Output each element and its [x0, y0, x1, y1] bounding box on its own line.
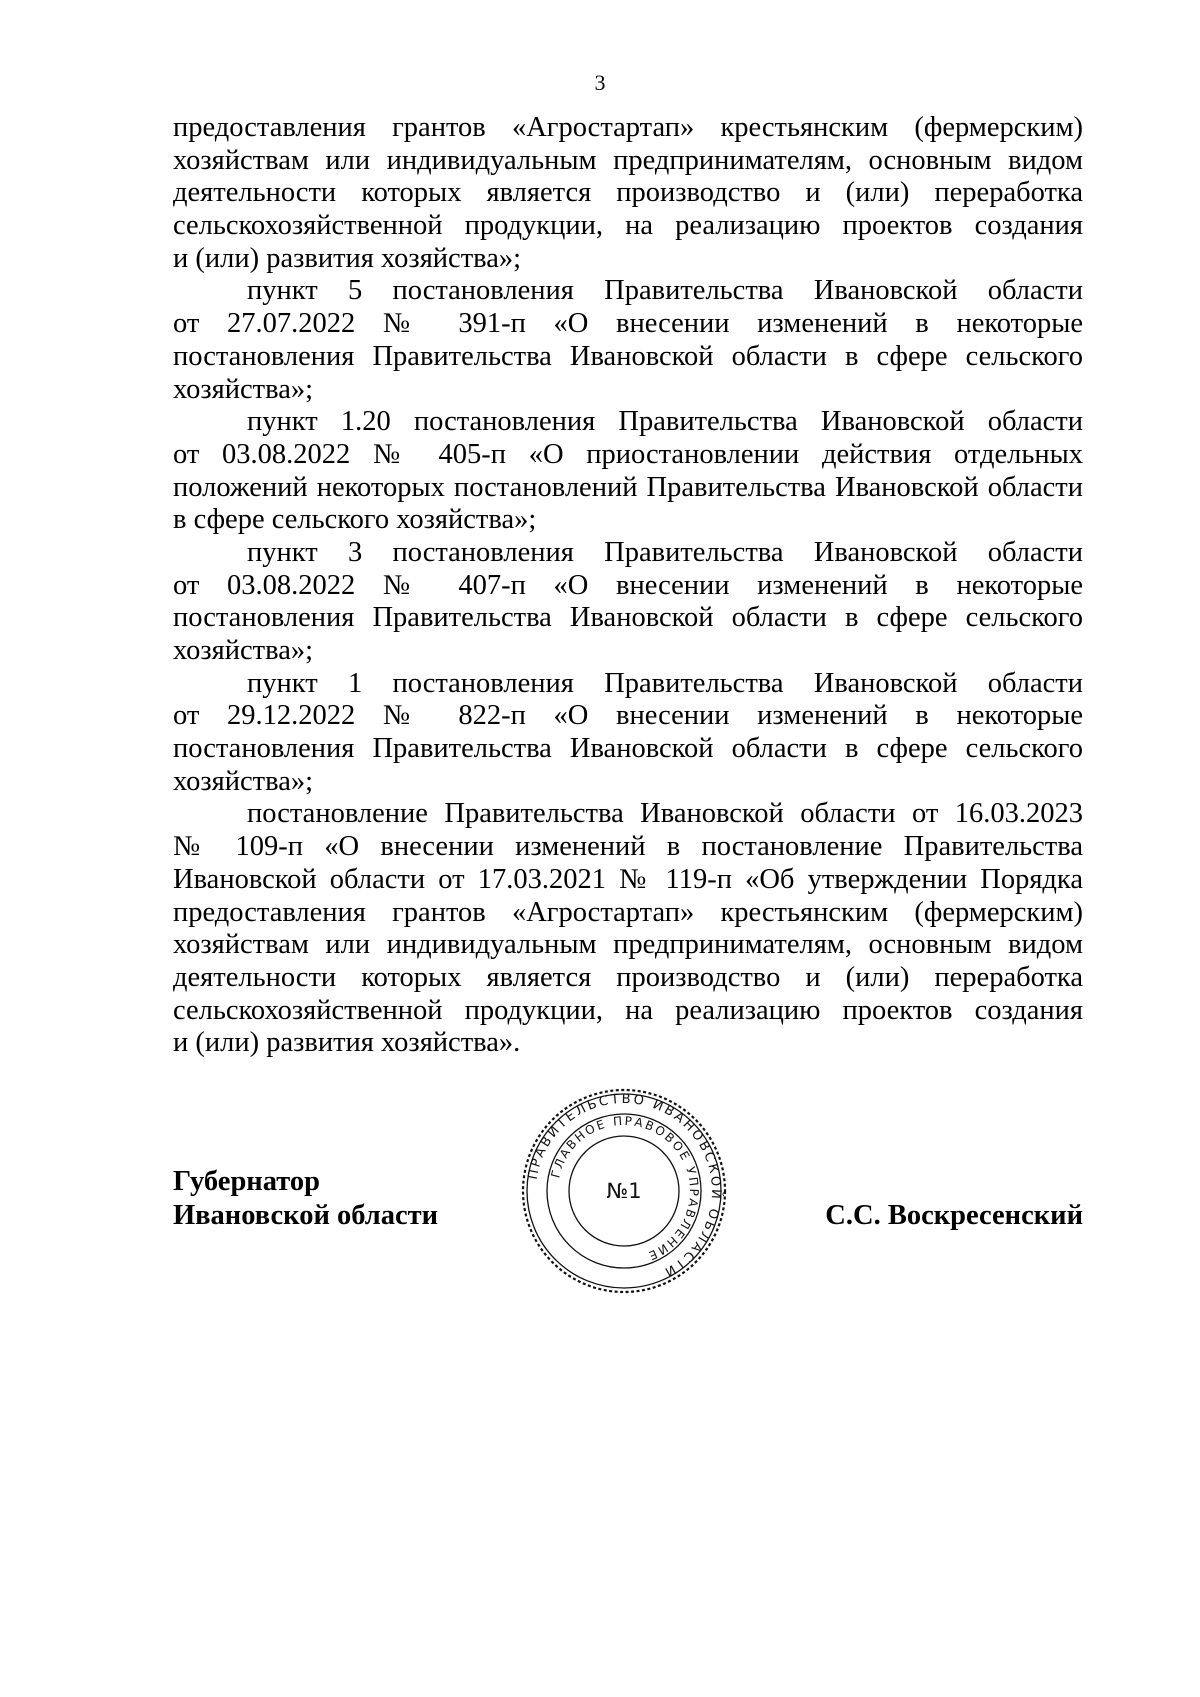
paragraph-line: постановления Правительства Ивановской области в сфере сельского [173, 340, 1083, 372]
signatory-position-line-2: Ивановской области [173, 1200, 439, 1231]
paragraph [173, 406, 1083, 537]
paragraph [173, 668, 1083, 799]
paragraph [173, 798, 1083, 1060]
paragraph-line: предоставления грантов «Агростартап» крестьянским (фермерским) [173, 896, 1083, 928]
paragraph-line: пункт 1 постановления Правительства Ивановской области [247, 667, 1083, 699]
paragraph-line: от 29.12.2022 № 822-п «О внесении изменений в некоторые [173, 700, 1083, 732]
paragraph-line: положений некоторых постановлений Правительства Ивановской области [173, 471, 1083, 503]
paragraph-line: хозяйства»; [173, 373, 314, 405]
seal-inner-text: ГЛАВНОЕ ПРАВОВОЕ УПРАВЛЕНИЕ [548, 1113, 702, 1264]
paragraph-line: от 03.08.2022 № 405-п «О приостановлении действия отдельных [173, 438, 1083, 470]
paragraph-line: пункт 3 постановления Правительства Ивановской области [247, 536, 1083, 568]
paragraph-line: от 03.08.2022 № 407-п «О внесении изменений в некоторые [173, 569, 1083, 601]
paragraph-line: Ивановской области от 17.03.2021 № 119-п «Об утверждении Порядка [173, 863, 1083, 895]
paragraph [173, 275, 1083, 406]
document-body [173, 112, 1083, 1060]
paragraph-line: деятельности которых является производство и (или) переработка [173, 177, 1083, 209]
paragraph-line: пункт 5 постановления Правительства Ивановской области [247, 275, 1083, 307]
paragraph-line: предоставления грантов «Агростартап» крестьянским (фермерским) [173, 112, 1083, 143]
paragraph-line: хозяйствам или индивидуальным предпринимателям, основным видом [173, 929, 1083, 961]
paragraph-line: пункт 1.20 постановления Правительства Ивановской области [247, 406, 1083, 438]
signatory-name: С.С. Воскресенский [825, 1200, 1083, 1231]
paragraph-line: хозяйствам или индивидуальным предпринимателям, основным видом [173, 144, 1083, 176]
official-seal [520, 1087, 728, 1295]
paragraph-line: хозяйства»; [173, 635, 314, 666]
paragraph-line: и (или) развития хозяйства». [173, 1027, 521, 1059]
paragraph-line: № 109-п «О внесении изменений в постановление Правительства [173, 831, 1083, 863]
paragraph [173, 112, 1083, 275]
paragraph-line: в сфере сельского хозяйства»; [173, 504, 537, 536]
paragraph-line: постановления Правительства Ивановской области в сфере сельского [173, 733, 1083, 765]
paragraph-line: сельскохозяйственной продукции, на реализацию проектов создания [173, 994, 1083, 1026]
seal-center-text: №1 [606, 1179, 642, 1203]
signatory-position-line-1: Губернатор [173, 1166, 320, 1197]
signatory-position [173, 1165, 438, 1233]
page-number: 3 [594, 70, 606, 95]
paragraph-line: от 27.07.2022 № 391-п «О внесении изменений в некоторые [173, 308, 1083, 340]
paragraph-line: хозяйства»; [173, 765, 314, 797]
paragraph-line: постановления Правительства Ивановской области в сфере сельского [173, 602, 1083, 634]
paragraph-line: деятельности которых является производство и (или) переработка [173, 961, 1083, 993]
paragraph-line: сельскохозяйственной продукции, на реализацию проектов создания [173, 210, 1083, 242]
paragraph [173, 537, 1083, 668]
paragraph-line: и (или) развития хозяйства»; [173, 242, 522, 274]
seal-outer-text: ПРАВИТЕЛЬСТВО ИВАНОВСКОЙ ОБЛАСТИ [525, 1091, 724, 1281]
paragraph-line: постановление Правительства Ивановской области от 16.03.2023 [247, 798, 1083, 830]
